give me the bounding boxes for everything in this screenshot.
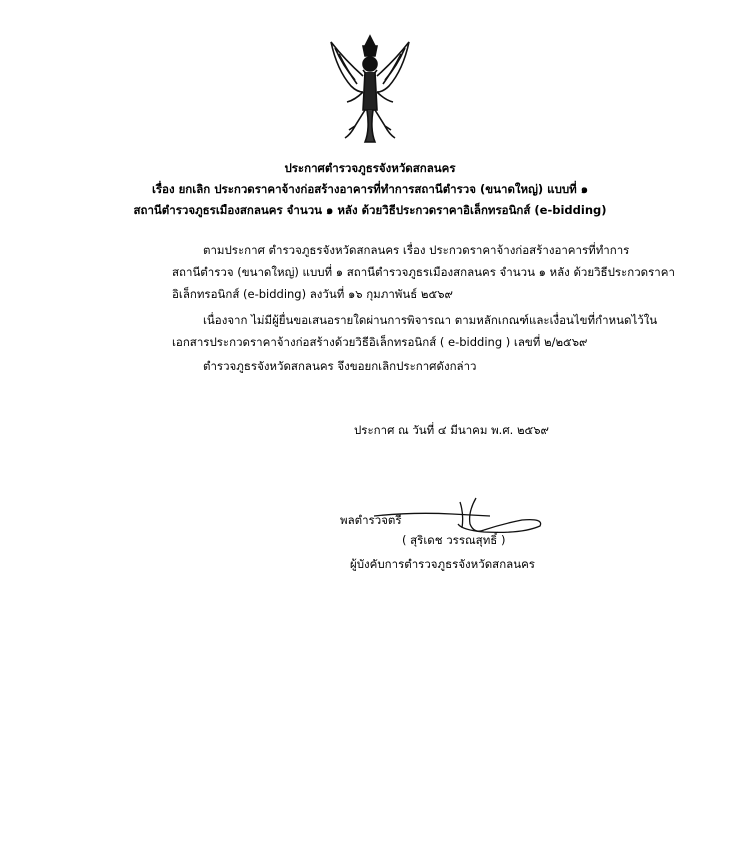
title-line-3: สถานีตำรวจภูธรเมืองสกลนคร จำนวน ๑ หลัง ด้วยวิธีประกวดราคาอิเล็กทรอนิกส์ (e-bidding) (133, 203, 607, 217)
paragraph2-line-1: เนื่องจาก ไม่มีผู้ยื่นขอเสนอรายใดผ่านการพิจารณา ตามหลักเกณฑ์และเงื่อนไขที่กำหนดไว้ใน (203, 313, 658, 327)
garuda-emblem-icon (325, 30, 415, 148)
signer-position: ผู้บังคับการตำรวจภูธรจังหวัดสกลนคร (350, 557, 535, 571)
paragraph3: ตำรวจภูธรจังหวัดสกลนคร จึงขอยกเลิกประกาศดังกล่าว (203, 359, 477, 373)
signer-rank: พลตำรวจตรี (340, 513, 402, 527)
title-line-2: เรื่อง ยกเลิก ประกวดราคาจ้างก่อสร้างอาคารที่ทำการสถานีตำรวจ (ขนาดใหญ่) แบบที่ ๑ (151, 182, 589, 196)
paragraph1-line-3: อิเล็กทรอนิกส์ (e-bidding) ลงวันที่ ๑๖ กุมภาพันธ์ ๒๕๖๙ (172, 287, 453, 301)
paragraph2-line-2: เอกสารประกวดราคาจ้างก่อสร้างด้วยวิธีอิเล็กทรอนิกส์ ( e-bidding ) เลขที่ ๒/๒๕๖๙ (172, 335, 588, 349)
announcement-date: ประกาศ ณ วันที่ ๔ มีนาคม พ.ศ. ๒๕๖๙ (354, 423, 549, 437)
paragraph1-line-2: สถานีตำรวจ (ขนาดใหญ่) แบบที่ ๑ สถานีตำรวจภูธรเมืองสกลนคร จำนวน ๑ หลัง ด้วยวิธีประกวดราคา (172, 265, 675, 279)
signer-name: ( สุริเดช วรรณสุทธิ์ ) (402, 533, 506, 547)
title-line-1: ประกาศตำรวจภูธรจังหวัดสกลนคร (284, 161, 456, 175)
paragraph1-line-1: ตามประกาศ ตำรวจภูธรจังหวัดสกลนคร เรื่อง ประกวดราคาจ้างก่อสร้างอาคารที่ทำการ (203, 243, 630, 257)
document-title (130, 158, 610, 221)
